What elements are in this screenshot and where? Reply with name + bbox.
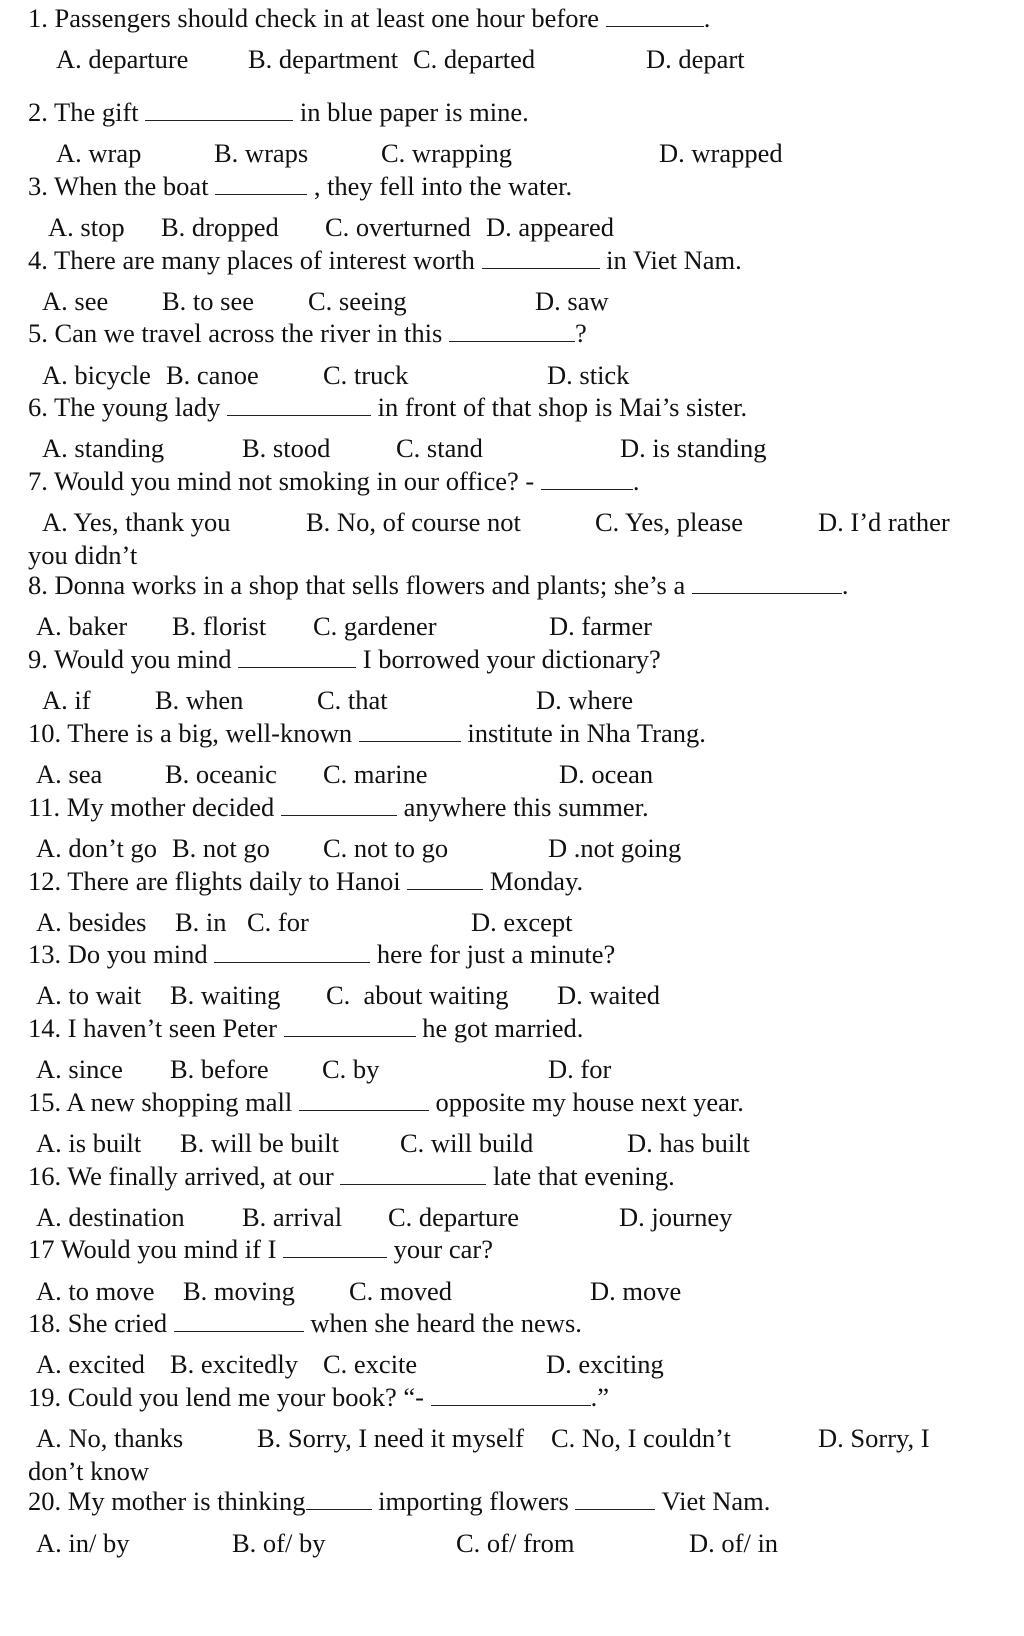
- question-5: [28, 318, 587, 348]
- question-text: She cried: [67, 1308, 168, 1338]
- option-d[interactable]: D. move: [590, 1276, 682, 1306]
- option-b[interactable]: B. oceanic: [165, 759, 277, 789]
- question-number: 3.: [28, 171, 48, 201]
- answer-blank[interactable]: [606, 4, 704, 27]
- option-c[interactable]: C. No, I couldn’t: [551, 1423, 731, 1453]
- question-17: [28, 1234, 493, 1264]
- answer-blank-2[interactable]: [575, 1487, 655, 1510]
- question-text: Donna works in a shop that sells flowers and plants; she’s a: [54, 570, 686, 600]
- question-text: The young lady: [54, 392, 221, 422]
- question-number: 14.: [28, 1013, 62, 1043]
- option-d[interactable]: D. of/ in: [689, 1528, 779, 1558]
- option-c[interactable]: C. not to go: [323, 833, 449, 863]
- question-text: Could you lend me your book? “-: [67, 1382, 424, 1412]
- question-text-end: opposite my house next year.: [435, 1087, 744, 1117]
- option-b[interactable]: B. in: [175, 907, 227, 937]
- option-d[interactable]: D. saw: [535, 286, 609, 316]
- option-d[interactable]: D. appeared: [486, 212, 615, 242]
- question-text: My mother is thinking: [67, 1486, 306, 1516]
- option-b[interactable]: B. before: [170, 1054, 269, 1084]
- question-number: 19.: [28, 1382, 62, 1412]
- answer-blank[interactable]: [145, 98, 293, 121]
- question-7: [28, 466, 640, 496]
- option-c[interactable]: C. departure: [388, 1202, 519, 1232]
- question-text: There is a big, well-known: [67, 718, 353, 748]
- option-a[interactable]: A. bicycle: [42, 360, 151, 390]
- question-14: [28, 1013, 583, 1043]
- option-d[interactable]: D. Sorry, I: [818, 1423, 930, 1453]
- option-a[interactable]: A. besides: [36, 907, 147, 937]
- question-number: 4.: [28, 245, 48, 275]
- answer-blank[interactable]: [541, 467, 633, 490]
- answer-blank[interactable]: [284, 1014, 416, 1037]
- question-text-end: ?: [574, 318, 587, 348]
- question-text-end: , they fell into the water.: [313, 171, 573, 201]
- option-c[interactable]: C. will build: [400, 1128, 534, 1158]
- question-text: Would you mind not smoking in our office? -: [54, 466, 535, 496]
- question-20: [28, 1486, 770, 1516]
- option-d[interactable]: D. farmer: [549, 611, 652, 641]
- question-text-middle: importing flowers: [378, 1486, 569, 1516]
- option-b[interactable]: B. when: [155, 685, 244, 715]
- answer-blank[interactable]: [238, 645, 356, 668]
- question-text-end: Viet Nam.: [661, 1486, 771, 1516]
- option-a[interactable]: A. since: [36, 1054, 123, 1084]
- question-text: I haven’t seen Peter: [67, 1013, 277, 1043]
- question-19: [28, 1382, 609, 1412]
- question-text-end: Monday.: [489, 866, 584, 896]
- option-c[interactable]: C. truck: [323, 360, 409, 390]
- answer-blank[interactable]: [215, 172, 307, 195]
- answer-blank[interactable]: [174, 1309, 304, 1332]
- option-a[interactable]: A. excited: [36, 1349, 145, 1379]
- option-c[interactable]: C. for: [247, 907, 309, 937]
- option-b[interactable]: B. No, of course not: [306, 507, 521, 537]
- answer-blank[interactable]: [340, 1162, 486, 1185]
- option-b[interactable]: B. of/ by: [232, 1528, 326, 1558]
- option-d[interactable]: D. except: [471, 907, 573, 937]
- question-number: 2.: [28, 97, 48, 127]
- question-text-end: I borrowed your dictionary?: [362, 644, 661, 674]
- question-text: When the boat: [54, 171, 209, 201]
- question-text-end: here for just a minute?: [376, 939, 616, 969]
- option-b[interactable]: B. excitedly: [170, 1349, 299, 1379]
- question-2: [28, 97, 529, 127]
- question-10: [28, 718, 706, 748]
- question-number: 16.: [28, 1161, 62, 1191]
- answer-blank[interactable]: [299, 1088, 429, 1111]
- question-number: 6.: [28, 392, 48, 422]
- question-18: [28, 1308, 582, 1338]
- option-d[interactable]: D. stick: [547, 360, 630, 390]
- question-text-end: in blue paper is mine.: [299, 97, 529, 127]
- question-text-end: anywhere this summer.: [403, 792, 649, 822]
- option-d[interactable]: D. journey: [619, 1202, 733, 1232]
- question-text-end: he got married.: [422, 1013, 584, 1043]
- answer-blank[interactable]: [283, 1235, 387, 1258]
- option-c[interactable]: C. by: [322, 1054, 380, 1084]
- option-c[interactable]: C. of/ from: [456, 1528, 575, 1558]
- option-c[interactable]: C. departed: [413, 44, 536, 74]
- question-text: We finally arrived, at our: [67, 1161, 334, 1191]
- answer-blank[interactable]: [359, 719, 461, 742]
- option-a[interactable]: A. wrap: [56, 138, 142, 168]
- option-a[interactable]: A. don’t go: [36, 833, 157, 863]
- question-text-end: institute in Nha Trang.: [467, 718, 706, 748]
- question-text: My mother decided: [66, 792, 275, 822]
- question-text: Passengers should check in at least one hour before: [54, 3, 600, 33]
- option-c[interactable]: C. marine: [323, 759, 428, 789]
- question-number: 13.: [28, 939, 62, 969]
- option-b[interactable]: B. stood: [242, 433, 331, 463]
- option-a[interactable]: A. see: [42, 286, 109, 316]
- option-d-continuation: you didn’t: [28, 540, 138, 570]
- question-text-end: your car?: [393, 1234, 493, 1264]
- option-c[interactable]: C. overturned: [325, 212, 471, 242]
- question-number: 20.: [28, 1486, 62, 1516]
- question-text: The gift: [54, 97, 139, 127]
- question-text: Can we travel across the river in this: [54, 318, 443, 348]
- question-text-end: in Viet Nam.: [606, 245, 742, 275]
- question-number: 7.: [28, 466, 48, 496]
- option-d[interactable]: D. ocean: [559, 759, 654, 789]
- option-a[interactable]: A. departure: [56, 44, 189, 74]
- option-b[interactable]: B. to see: [162, 286, 254, 316]
- question-number: 8.: [28, 570, 48, 600]
- question-text-end: in front of that shop is Mai’s sister.: [377, 392, 748, 422]
- question-text: There are many places of interest worth: [54, 245, 475, 275]
- question-15: [28, 1087, 744, 1117]
- question-11: [28, 792, 649, 822]
- option-d[interactable]: D. I’d rather: [818, 507, 950, 537]
- answer-blank[interactable]: [449, 319, 575, 342]
- option-a[interactable]: A. standing: [42, 433, 165, 463]
- question-9: [28, 644, 661, 674]
- option-a[interactable]: A. to wait: [36, 980, 142, 1010]
- option-a[interactable]: A. baker: [36, 611, 128, 641]
- option-b[interactable]: B. dropped: [161, 212, 279, 242]
- question-13: [28, 939, 615, 969]
- option-a[interactable]: A. sea: [36, 759, 103, 789]
- option-c[interactable]: C. stand: [396, 433, 483, 463]
- question-text: Would you mind if I: [60, 1234, 277, 1264]
- option-d[interactable]: D. wrapped: [659, 138, 783, 168]
- option-a[interactable]: A. No, thanks: [36, 1423, 184, 1453]
- question-4: [28, 245, 742, 275]
- question-number: 1.: [28, 3, 48, 33]
- answer-blank[interactable]: [281, 793, 397, 816]
- answer-blank[interactable]: [692, 571, 842, 594]
- option-d[interactable]: D. is standing: [620, 433, 767, 463]
- option-c[interactable]: C. wrapping: [381, 138, 513, 168]
- option-d-continuation: don’t know: [28, 1456, 149, 1486]
- question-text: Would you mind: [54, 644, 232, 674]
- question-text-end: .: [703, 3, 711, 33]
- question-8: [28, 570, 849, 600]
- option-d[interactable]: D .not going: [548, 833, 682, 863]
- option-c[interactable]: C. that: [317, 685, 388, 715]
- option-a[interactable]: A. if: [42, 685, 91, 715]
- option-c[interactable]: C. seeing: [308, 286, 407, 316]
- answer-blank[interactable]: [214, 940, 370, 963]
- question-text: Do you mind: [67, 939, 208, 969]
- question-number: 15.: [28, 1087, 62, 1117]
- question-12: [28, 866, 583, 896]
- option-b[interactable]: B. arrival: [242, 1202, 343, 1232]
- option-c[interactable]: C. about waiting: [326, 980, 509, 1010]
- option-d[interactable]: D. exciting: [546, 1349, 664, 1379]
- question-text-end: when she heard the news.: [310, 1308, 582, 1338]
- option-b[interactable]: B. waiting: [170, 980, 281, 1010]
- option-c[interactable]: C. Yes, please: [595, 507, 743, 537]
- option-b[interactable]: B. Sorry, I need it myself: [257, 1423, 524, 1453]
- option-d[interactable]: D. for: [548, 1054, 612, 1084]
- answer-blank[interactable]: [482, 246, 600, 269]
- option-c[interactable]: C. gardener: [313, 611, 437, 641]
- question-text: There are flights daily to Hanoi: [67, 866, 401, 896]
- question-number: 11.: [28, 792, 61, 822]
- option-d[interactable]: D. depart: [646, 44, 745, 74]
- option-a[interactable]: A. is built: [36, 1128, 142, 1158]
- option-c[interactable]: C. moved: [349, 1276, 453, 1306]
- option-b[interactable]: B. florist: [172, 611, 267, 641]
- question-number: 5.: [28, 318, 48, 348]
- option-a[interactable]: A. to move: [36, 1276, 155, 1306]
- option-a[interactable]: A. destination: [36, 1202, 185, 1232]
- question-1: [28, 3, 710, 33]
- option-a[interactable]: A. stop: [48, 212, 125, 242]
- option-d[interactable]: D. waited: [557, 980, 661, 1010]
- option-b[interactable]: B. not go: [172, 833, 270, 863]
- option-b[interactable]: B. will be built: [180, 1128, 339, 1158]
- question-text-end: late that evening.: [492, 1161, 675, 1191]
- answer-blank[interactable]: [431, 1383, 591, 1406]
- option-a[interactable]: A. Yes, thank you: [42, 507, 231, 537]
- question-number: 10.: [28, 718, 62, 748]
- question-number: 9.: [28, 644, 48, 674]
- option-d[interactable]: D. has built: [627, 1128, 750, 1158]
- question-16: [28, 1161, 675, 1191]
- question-number: 17: [28, 1234, 55, 1264]
- answer-blank[interactable]: [407, 867, 483, 890]
- option-d[interactable]: D. where: [536, 685, 634, 715]
- question-text-end: .: [841, 570, 849, 600]
- question-text: A new shopping mall: [66, 1087, 293, 1117]
- question-text-end: .”: [590, 1382, 609, 1412]
- question-text-end: .: [632, 466, 640, 496]
- answer-blank[interactable]: [227, 393, 371, 416]
- question-number: 18.: [28, 1308, 62, 1338]
- question-3: [28, 171, 572, 201]
- option-a[interactable]: A. in/ by: [36, 1528, 130, 1558]
- option-b[interactable]: B. moving: [183, 1276, 295, 1306]
- option-b[interactable]: B. canoe: [166, 360, 259, 390]
- option-c[interactable]: C. excite: [323, 1349, 418, 1379]
- option-b[interactable]: B. department: [248, 44, 399, 74]
- option-b[interactable]: B. wraps: [214, 138, 309, 168]
- question-number: 12.: [28, 866, 62, 896]
- answer-blank-1[interactable]: [306, 1487, 372, 1510]
- question-6: [28, 392, 747, 422]
